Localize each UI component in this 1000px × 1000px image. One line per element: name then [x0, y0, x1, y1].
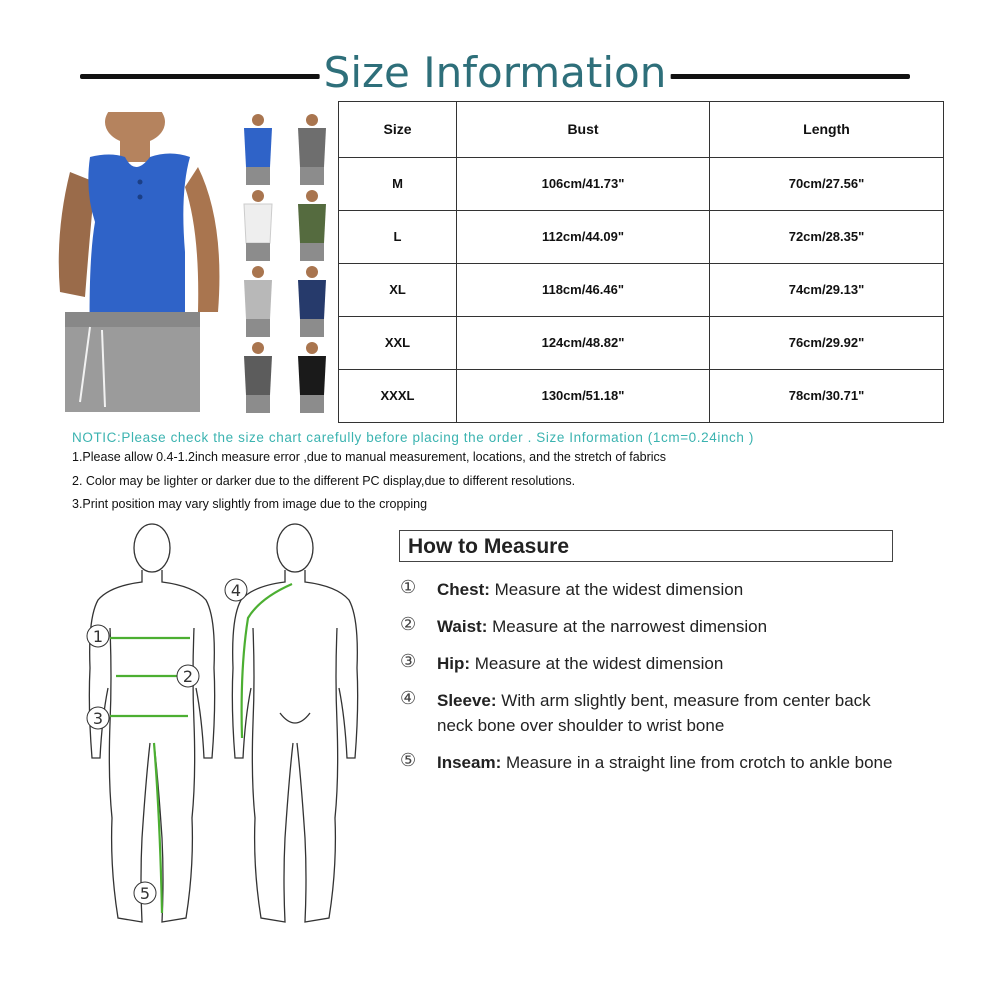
note-line: 2. Color may be lighter or darker due to the different PC display,due to different resolutions.	[72, 474, 576, 488]
measure-number: ⑤	[400, 750, 417, 771]
size-table	[338, 101, 944, 423]
length-cell: 72cm/28.35"	[710, 210, 944, 263]
measure-label: Waist:	[437, 617, 488, 636]
marker-labels	[87, 579, 247, 904]
measure-description: Measure in a straight line from crotch to ankle bone	[501, 753, 893, 772]
measure-number: ①	[400, 577, 417, 598]
measure-number: ④	[400, 688, 417, 709]
measure-number: ③	[400, 651, 417, 672]
note-line: 1.Please allow 0.4-1.2inch measure error ,due to manual measurement, locations, and the stretch of fabrics	[72, 450, 667, 464]
title-rule-right	[670, 74, 910, 79]
column-header: Bust	[457, 102, 710, 158]
measure-title: How to Measure	[408, 535, 570, 558]
length-cell: 76cm/29.92"	[710, 316, 944, 369]
color-thumbnail[interactable]	[288, 188, 336, 261]
measure-label: Chest:	[437, 580, 490, 599]
color-thumbnail[interactable]	[234, 112, 282, 185]
measurement-figures	[70, 518, 390, 938]
notice-text: NOTIC:Please check the size chart carefully before placing the order . Size Information (1cm=0.24inch )	[72, 430, 754, 445]
how-to-measure-header	[399, 530, 893, 562]
measure-label: Hip:	[437, 654, 471, 673]
marker-number: 4	[230, 581, 242, 600]
table-row	[339, 210, 944, 263]
table-header-row	[339, 102, 944, 158]
table-row	[339, 263, 944, 316]
size-cell: XXL	[339, 316, 457, 369]
column-header: Length	[710, 102, 944, 158]
measure-number: ②	[400, 614, 417, 635]
column-header: Size	[339, 102, 457, 158]
main-product-photo	[50, 112, 230, 412]
color-thumbnail[interactable]	[234, 188, 282, 261]
table-row	[339, 157, 944, 210]
note-line: 3.Print position may vary slightly from image due to the cropping	[72, 497, 428, 511]
bust-cell: 130cm/51.18"	[457, 369, 710, 422]
color-thumbnail[interactable]	[234, 340, 282, 413]
length-cell: 70cm/27.56"	[710, 157, 944, 210]
measure-description: Measure at the widest dimension	[470, 654, 724, 673]
color-thumbnail[interactable]	[288, 112, 336, 185]
color-thumbnails	[234, 112, 338, 412]
size-cell: M	[339, 157, 457, 210]
bust-cell: 106cm/41.73"	[457, 157, 710, 210]
marker-number: 2	[182, 667, 194, 686]
color-thumbnail[interactable]	[288, 340, 336, 413]
color-thumbnail[interactable]	[288, 264, 336, 337]
measurement-lines	[110, 584, 292, 913]
measure-description: With arm slightly bent, measure from center back neck bone over shoulder to wrist bone	[437, 691, 871, 735]
bust-cell: 124cm/48.82"	[457, 316, 710, 369]
measure-label: Inseam:	[437, 753, 502, 772]
measure-description: Measure at the narrowest dimension	[487, 617, 768, 636]
marker-number: 5	[139, 884, 151, 903]
size-cell: XL	[339, 263, 457, 316]
title-bar	[80, 48, 910, 104]
page-title: Size Information	[320, 48, 671, 97]
title-rule-left	[80, 74, 320, 79]
marker-number: 1	[92, 627, 104, 646]
marker-number: 3	[92, 709, 104, 728]
bust-cell: 118cm/46.46"	[457, 263, 710, 316]
size-cell: XXXL	[339, 369, 457, 422]
length-cell: 78cm/30.71"	[710, 369, 944, 422]
table-row	[339, 316, 944, 369]
size-cell: L	[339, 210, 457, 263]
table-row	[339, 369, 944, 422]
measure-description: Measure at the widest dimension	[489, 580, 744, 599]
color-thumbnail[interactable]	[234, 264, 282, 337]
bust-cell: 112cm/44.09"	[457, 210, 710, 263]
length-cell: 74cm/29.13"	[710, 263, 944, 316]
back-body-figure	[232, 524, 357, 922]
measure-label: Sleeve:	[437, 691, 497, 710]
